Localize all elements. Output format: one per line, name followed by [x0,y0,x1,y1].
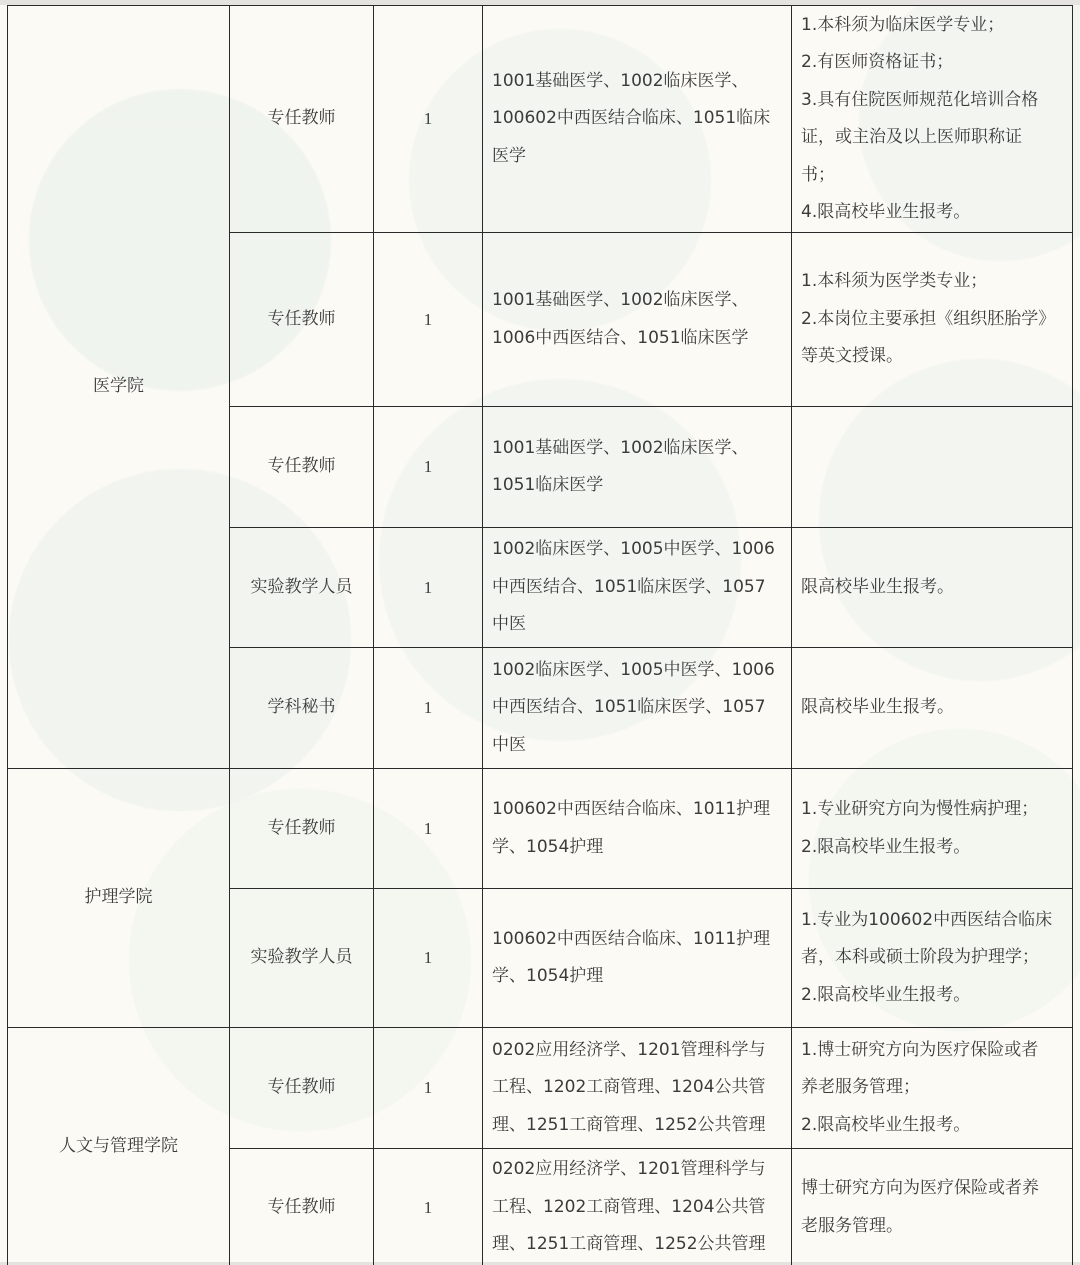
headcount-cell: 1 [374,1028,483,1149]
requirement-line: 养老服务管理； [801,1077,920,1098]
requirement-line: 1.本科须为临床医学专业； [801,14,1005,35]
requirements-cell [792,1149,1073,1265]
headcount-cell: 1 [374,648,483,769]
requirement-line: 2.限高校毕业生报考。 [801,984,971,1005]
major-line: 100602中西医结合临床、1011护理 [492,799,771,819]
requirement-line: 老服务管理。 [801,1215,903,1236]
requirement-line: 1.专业为100602中西医结合临床 [801,909,1053,930]
post-name-cell: 专任教师 [230,6,374,233]
requirements-cell [792,1028,1073,1149]
post-name-cell: 专任教师 [230,233,374,407]
college-cell: 人文与管理学院 [8,1028,230,1265]
requirements-cell [792,528,1073,648]
requirements-cell [792,769,1073,889]
major-cell [483,889,792,1028]
requirement-line: 2.有医师资格证书； [801,52,954,72]
requirement-line: 2.限高校毕业生报考。 [801,836,971,857]
major-line: 100602中西医结合临床、1011护理 [492,928,771,949]
recruitment-table [7,5,1073,1265]
post-name-cell: 实验教学人员 [230,889,374,1028]
requirement-line: 1.本科须为医学类专业； [801,271,988,292]
major-cell [483,6,792,233]
table-row [8,1028,1073,1149]
major-line: 1006中西医结合、1051临床医学 [492,327,749,348]
major-line: 医学 [492,145,526,166]
headcount-cell: 1 [374,528,483,648]
post-name-cell: 专任教师 [230,1149,374,1265]
major-cell [483,528,792,648]
post-name-cell: 专任教师 [230,407,374,528]
requirement-line: 1.博士研究方向为医疗保险或者 [801,1039,1039,1060]
college-cell: 医学院 [8,6,230,769]
requirement-line: 博士研究方向为医疗保险或者养 [801,1178,1039,1198]
major-line: 1001基础医学、1002临床医学、 [492,290,749,310]
post-name-cell: 专任教师 [230,1028,374,1149]
major-cell [483,1028,792,1149]
major-line: 理、1251工商管理、1252公共管理 [492,1114,766,1135]
major-cell [483,769,792,889]
major-line: 学、1054护理 [492,836,604,857]
requirement-line: 者，本科或硕士阶段为护理学； [801,947,1039,968]
major-line: 中西医结合、1051临床医学、1057 [492,697,766,718]
requirement-line: 4.限高校毕业生报考。 [801,202,971,222]
major-line: 学、1054护理 [492,966,604,986]
requirement-line: 限高校毕业生报考。 [801,697,954,718]
major-line: 1002临床医学、1005中医学、1006 [492,539,775,560]
major-line: 理、1251工商管理、1252公共管理 [492,1234,766,1255]
headcount-cell: 1 [374,233,483,407]
major-line: 1001基础医学、1002临床医学、 [492,437,749,458]
requirement-line: 等英文授课。 [801,346,903,367]
college-cell: 护理学院 [8,769,230,1028]
requirement-line: 证，或主治及以上医师职称证 [801,127,1022,147]
requirements-cell [792,6,1073,233]
major-cell [483,648,792,769]
major-line: 工程、1202工商管理、1204公共管 [492,1196,766,1217]
major-cell [483,1149,792,1265]
requirements-cell [792,889,1073,1028]
requirement-line: 2.本岗位主要承担《组织胚胎学》 [801,308,1056,329]
requirement-line: 1.专业研究方向为慢性病护理； [801,799,1039,819]
major-line: 中医 [492,734,526,755]
table-body [8,6,1073,1265]
post-name-cell: 学科秘书 [230,648,374,769]
table-row [8,769,1073,889]
major-line: 1001基础医学、1002临床医学、 [492,70,749,91]
requirements-cell [792,233,1073,407]
requirement-line: 限高校毕业生报考。 [801,576,954,597]
requirements-cell [792,648,1073,769]
major-line: 中西医结合、1051临床医学、1057 [492,576,766,597]
post-name-cell: 实验教学人员 [230,528,374,648]
major-line: 0202应用经济学、1201管理科学与 [492,1159,766,1180]
requirement-line: 3.具有住院医师规范化培训合格 [801,89,1039,110]
headcount-cell: 1 [374,1149,483,1265]
requirement-line: 书； [801,164,835,185]
requirements-cell [792,407,1073,528]
requirement-line: 2.限高校毕业生报考。 [801,1114,971,1135]
major-line: 中医 [492,614,526,635]
major-cell [483,233,792,407]
major-line: 100602中西医结合临床、1051临床 [492,108,771,129]
major-line: 工程、1202工商管理、1204公共管 [492,1077,766,1098]
major-line: 1051临床医学 [492,475,604,495]
table-row [8,6,1073,233]
headcount-cell: 1 [374,6,483,233]
post-name-cell: 专任教师 [230,769,374,889]
headcount-cell: 1 [374,769,483,889]
major-cell [483,407,792,528]
major-line: 0202应用经济学、1201管理科学与 [492,1039,766,1060]
headcount-cell: 1 [374,407,483,528]
major-line: 1002临床医学、1005中医学、1006 [492,659,775,680]
headcount-cell: 1 [374,889,483,1028]
